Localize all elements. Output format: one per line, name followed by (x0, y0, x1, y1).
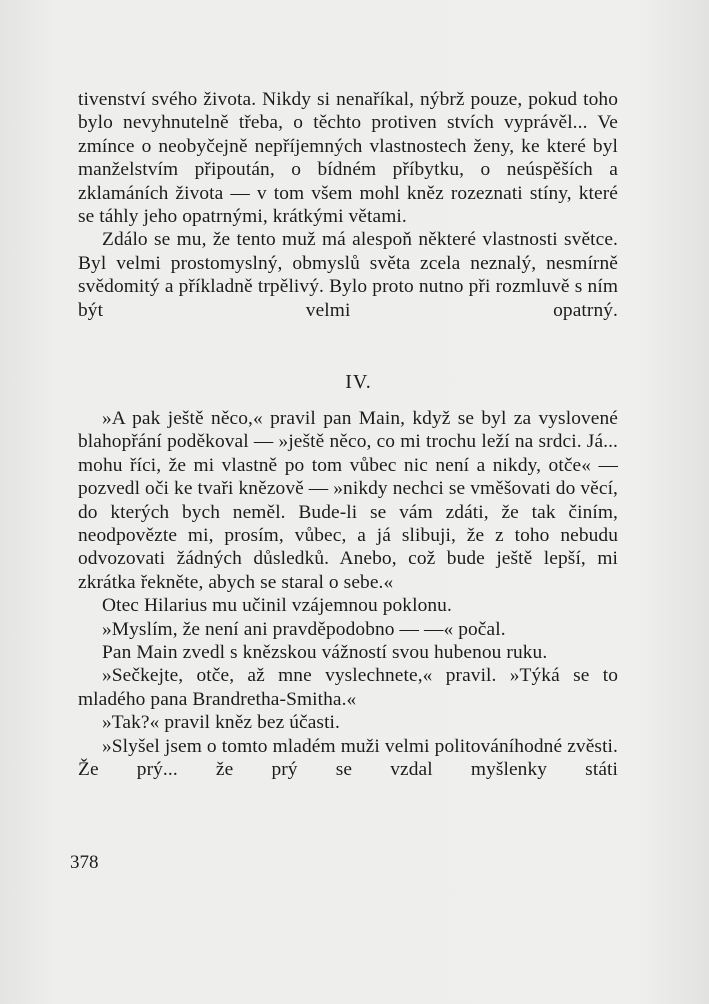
paragraph: »Slyšel jsem o tomto mladém muži velmi politováníhodné zvěsti. Že prý... že prý se vzdal myšlenky státi (78, 735, 618, 781)
paragraph: Pan Main zvedl s knězskou vážností svou hubenou ruku. (102, 642, 548, 664)
paragraph: »Tak?« pravil kněz bez účasti. (102, 712, 340, 734)
paragraph: »A pak ještě něco,« pravil pan Main, když se byl za vyslovené blahopřání poděkoval — »ještě něco, co mi trochu leží na srdci. Já... mohu říci, že mi vlastně po tom vůbec nic není a nikdy, otče« — pozvedl oči ke tvaři knězově — »nikdy nechci se vměšovati do věcí, do kterých bych neměl. Bude-li se vám zdáti, že tak činím, neodpovězte mi, prosím, vůbec, a já slibuji, že z toho nebudu odvozovati žádných důsledků. Anebo, což bude ještě lepší, mi zkrátka řekněte, abych se staral o sebe.« (78, 408, 618, 593)
chapter-heading: IV. (345, 371, 372, 393)
text-block-before-chapter (78, 88, 618, 322)
paragraph: Otec Hilarius mu učinil vzájemnou poklonu. (102, 595, 452, 617)
paragraph: Zdálo se mu, že tento muž má alespoň některé vlastnosti světce. Byl velmi prostomyslný, obmyslů světa zcela neznalý, nesmírně svědomitý a příkladně trpělivý. Bylo proto nutno při rozmluvě s ním být velmi opatrný. (78, 229, 618, 321)
paragraph: »Myslím, že není ani pravděpodobno — —« počal. (102, 618, 506, 640)
paragraph: »Sečkejte, otče, až mne vyslechnete,« pravil. »Týká se to mladého pana Brandretha-Smitha.« (78, 665, 618, 710)
page-number: 378 (70, 852, 99, 873)
paragraph: tivenství svého života. Nikdy si nenaříkal, nýbrž pouze, pokud toho bylo nevyhnutelně třeba, o těchto protiven stvích vyprávěl... Ve zmínce o neobyčejně nepříjemných vlastnostech ženy, ke které byl manželstvím připoután, o bídném příbytku, o neúspěších a zklamáních života — v tom všem mohl kněz rozeznati stíny, které se táhly jeho opatrnými, krátkými větami. (78, 89, 618, 228)
text-block-after-chapter (78, 407, 618, 782)
